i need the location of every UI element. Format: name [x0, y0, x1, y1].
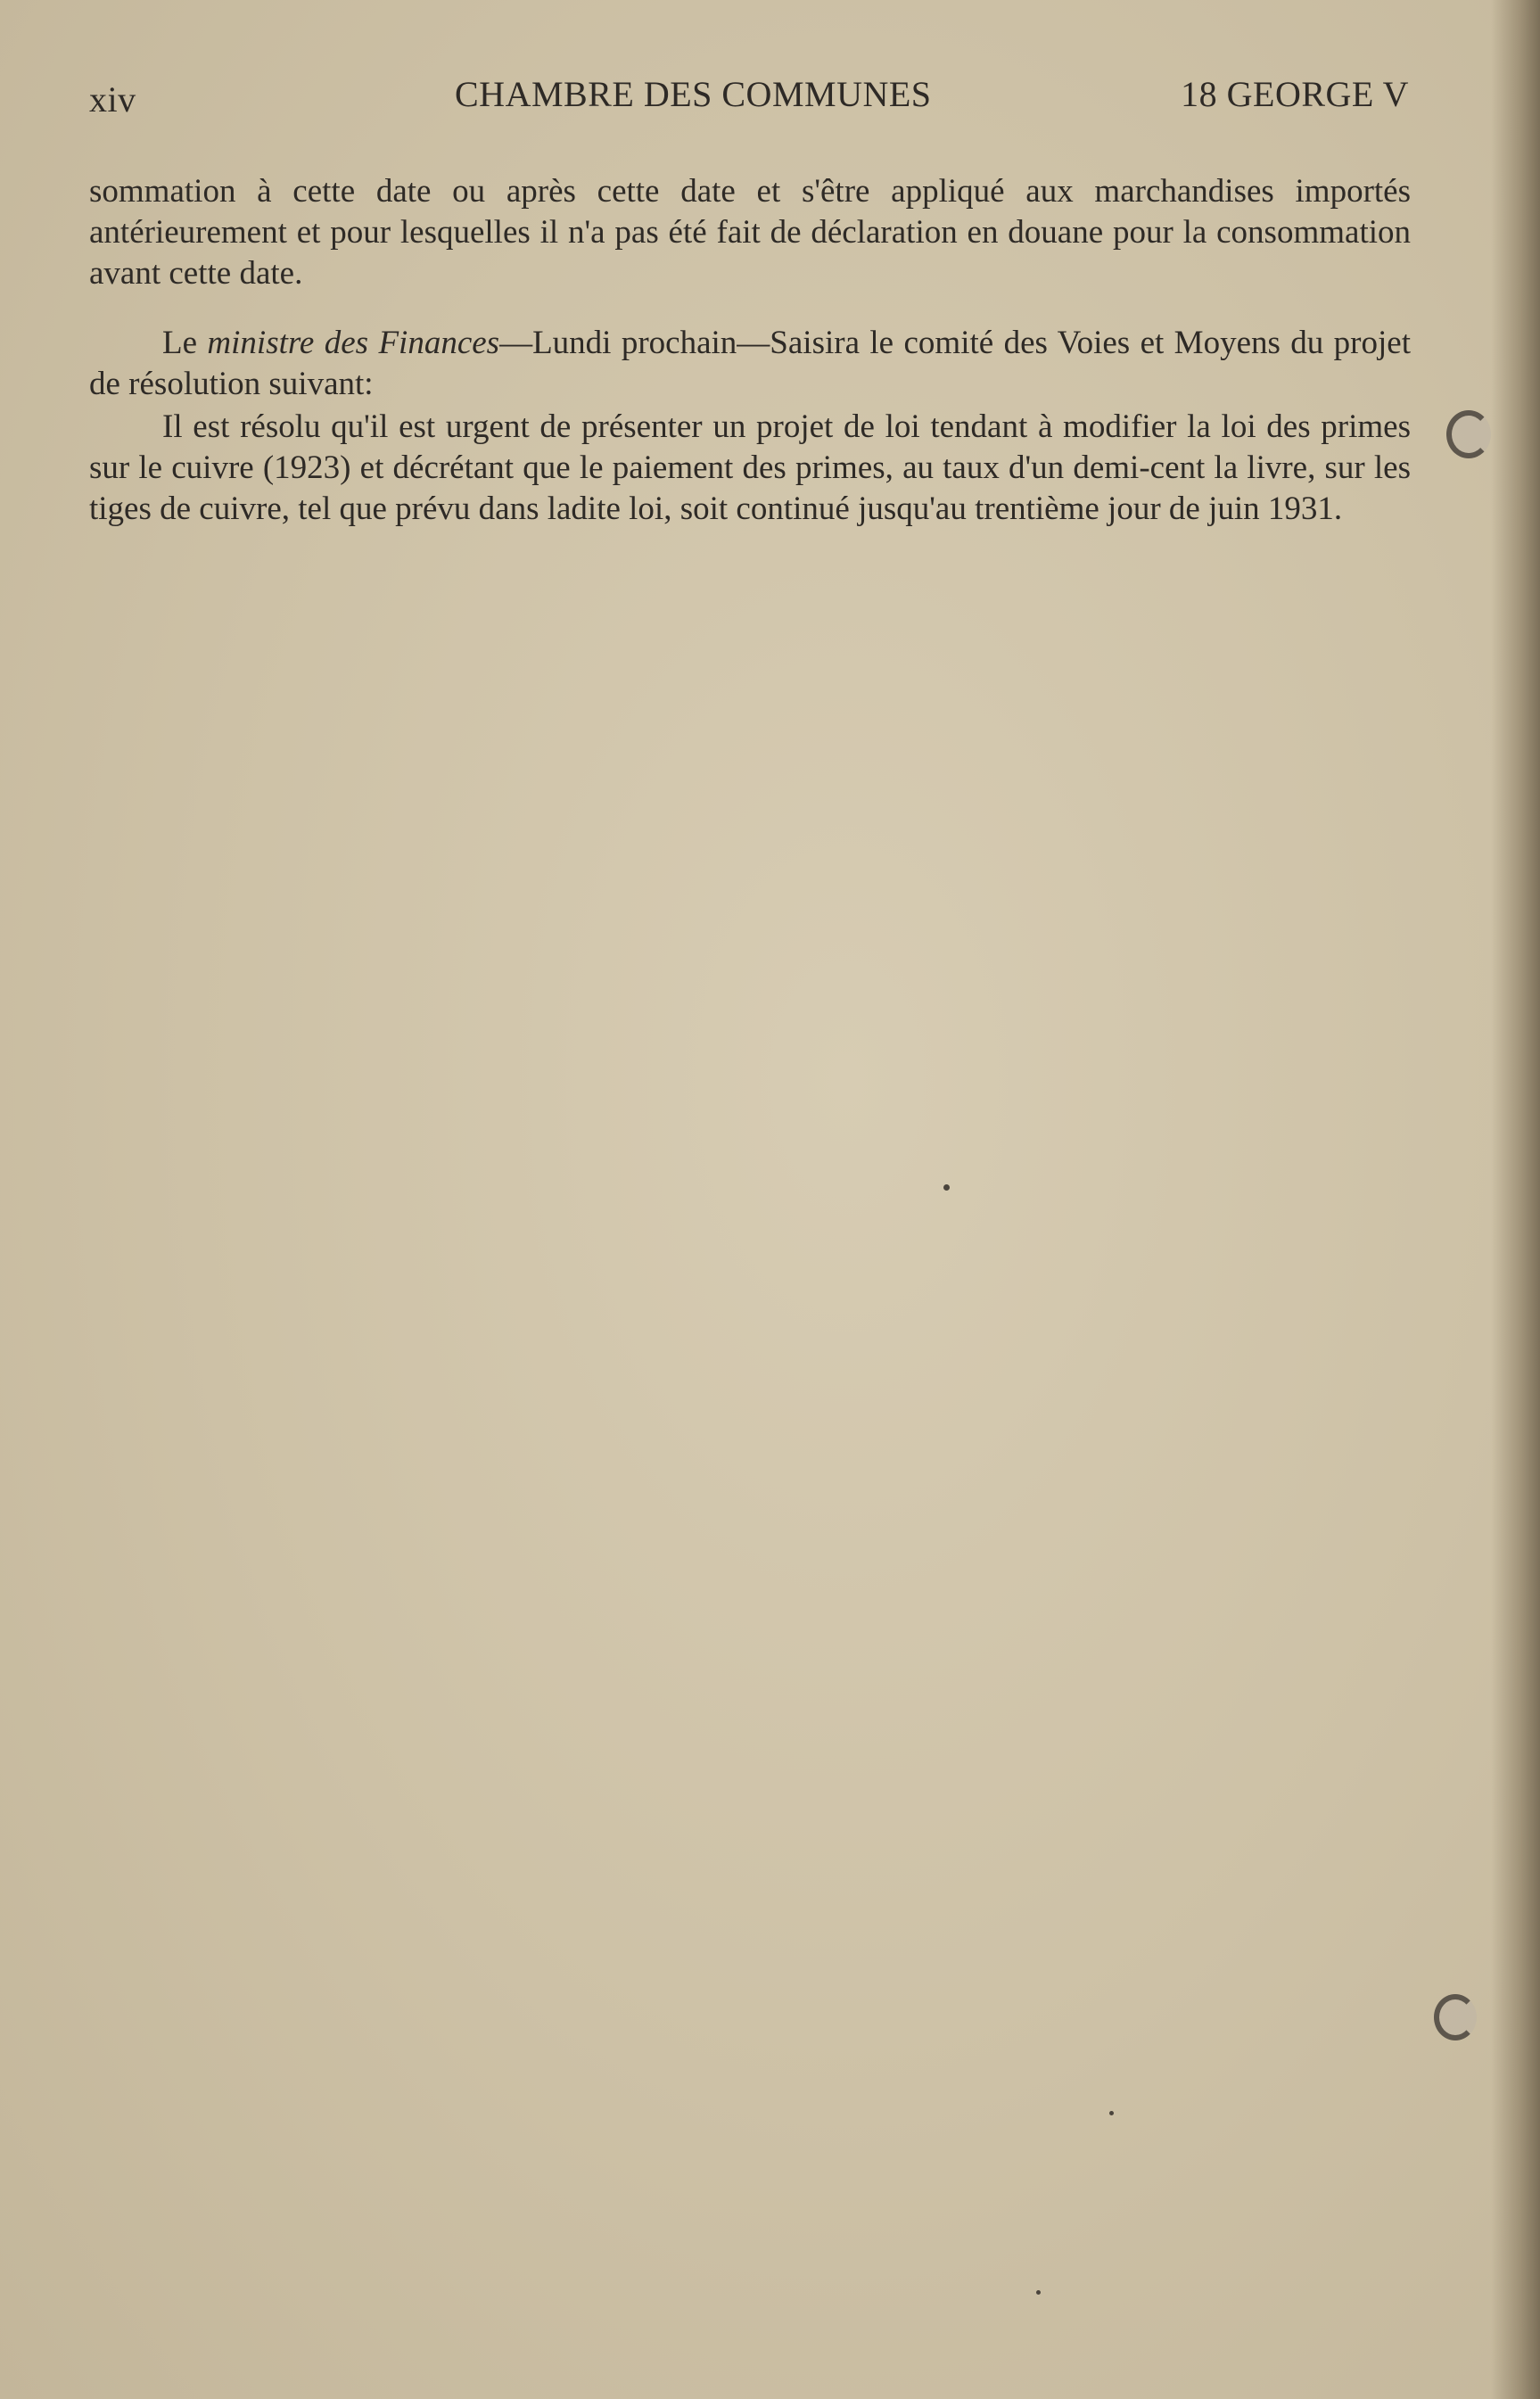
paper-speck — [1036, 2290, 1041, 2295]
minister-title: ministre des Finances — [207, 325, 500, 361]
regnal-year: 18 GEORGE V — [1181, 74, 1409, 114]
notice-prefix: Le — [162, 325, 208, 361]
notice-paragraph — [89, 323, 1411, 405]
paper-speck — [1109, 2111, 1114, 2115]
page-number: xiv — [89, 79, 136, 120]
resolution-paragraph — [89, 407, 1411, 530]
binding-hole-icon — [1446, 410, 1491, 458]
paper-speck — [943, 1184, 950, 1191]
continuation-text: sommation à cette date ou après cette date et s'être appliqué aux marchandises importés antérieurement et pour lesquelles il n'a pas été fait de déclaration en douane pour la consommation avant cette date. — [89, 173, 1411, 292]
running-title: CHAMBRE DES COMMUNES — [455, 74, 932, 114]
page-header — [89, 73, 1409, 118]
continuation-paragraph — [89, 171, 1411, 294]
notice-rest: —Lundi prochain—Saisira le comité des Voies et Moyens du projet de résolution suivant: — [89, 325, 1411, 402]
notice-text — [89, 323, 1411, 405]
resolution-text: Il est résolu qu'il est urgent de présenter un projet de loi tendant à modifier la loi des primes sur le cuivre (1923) et décrétant que le paiement des primes, au taux d'un demi-cent la livre, sur les tiges de cuivre, tel que prévu dans ladite loi, soit continué jusqu'au trentième jour de juin 1931. — [89, 408, 1411, 527]
binding-edge-shadow — [1491, 0, 1540, 2399]
binding-hole-icon — [1434, 1994, 1477, 2040]
